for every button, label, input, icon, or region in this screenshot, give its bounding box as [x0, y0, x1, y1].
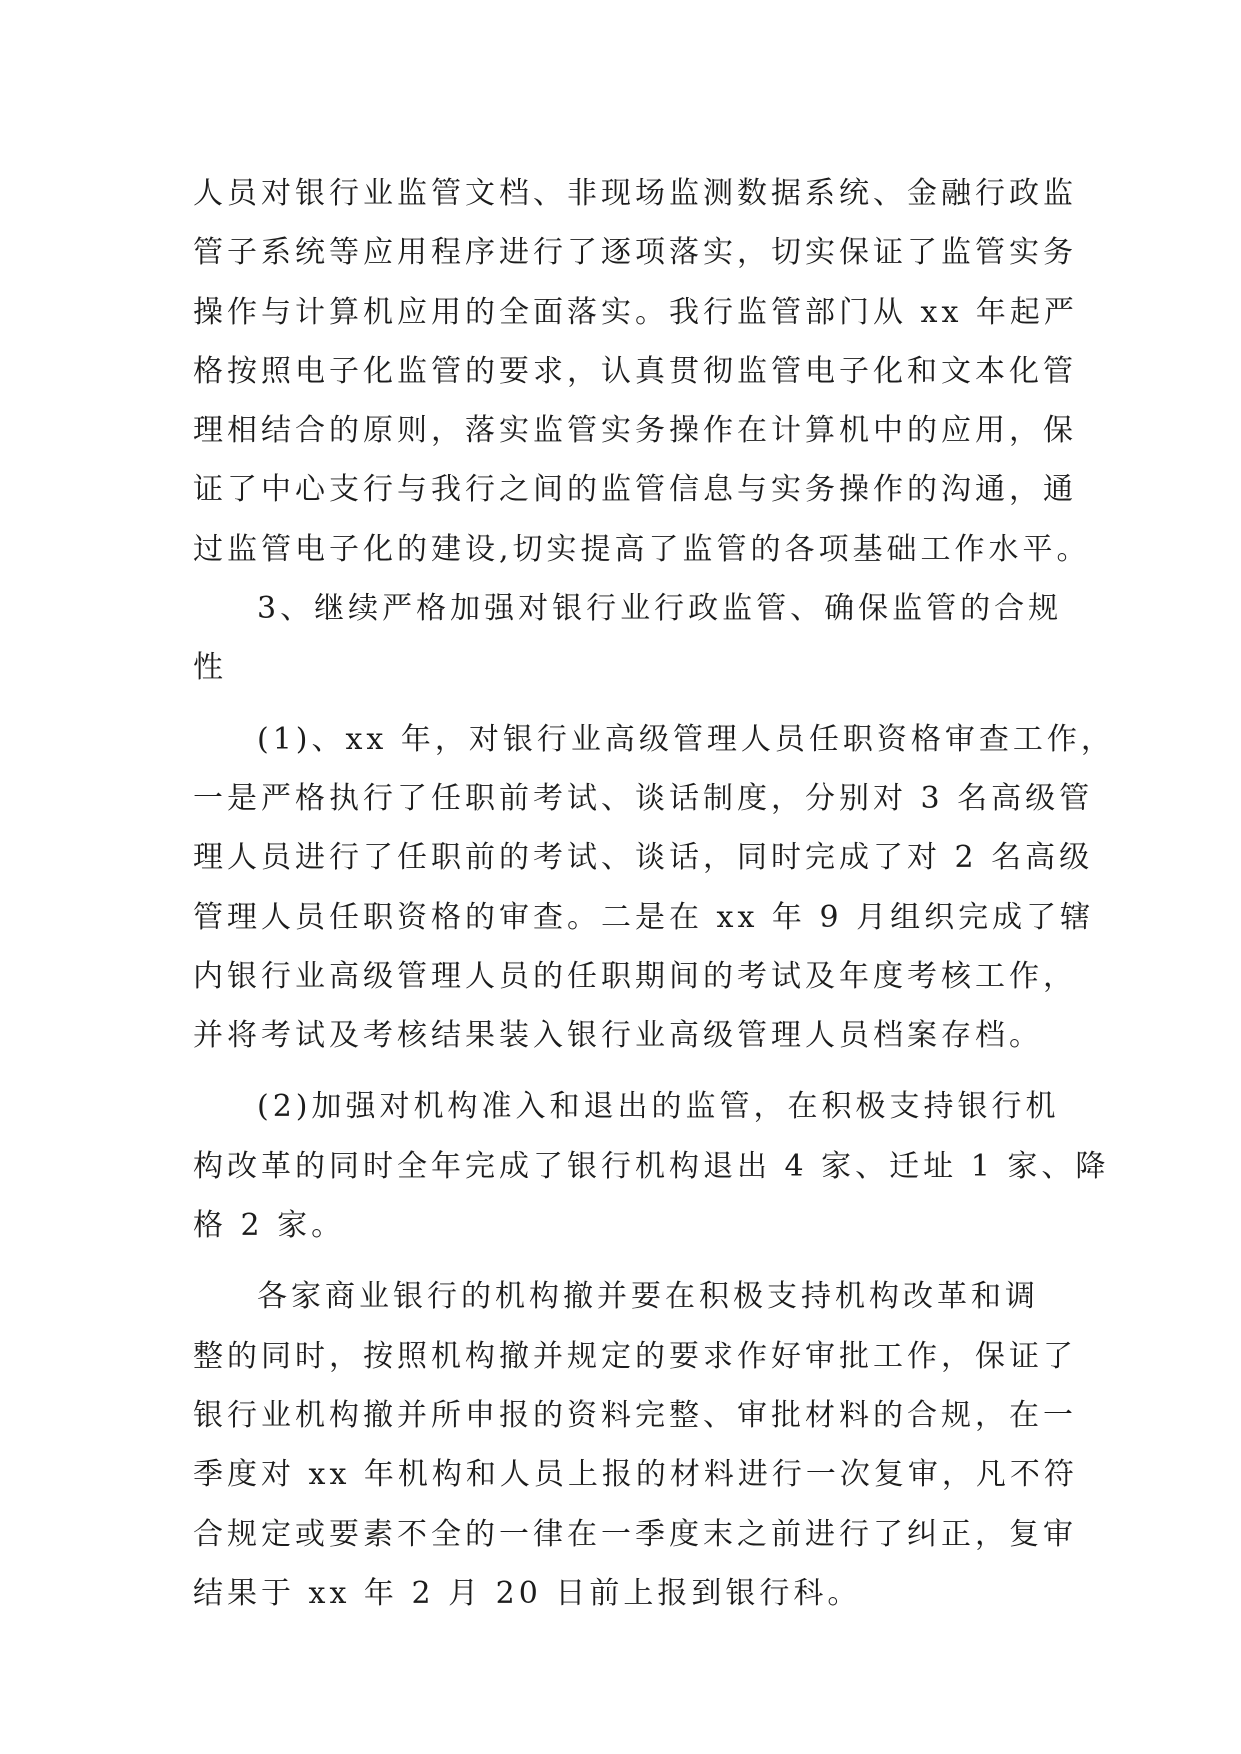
- text-line: 管子系统等应用程序进行了逐项落实，切实保证了监管实务: [193, 235, 1077, 271]
- text-line: 过监管电子化的建设,切实提高了监管的各项基础工作水平。: [193, 531, 1091, 567]
- paragraph-bank-merger: [193, 1267, 1078, 1623]
- text-line: 合规定或要素不全的一律在一季度末之前进行了纠正，复审: [193, 1516, 1077, 1552]
- text-line: 人员对银行业监管文档、非现场监测数据系统、金融行政监: [193, 176, 1077, 211]
- text-line: 管理人员任职资格的审查。二是在 xx 年 9 月组织完成了辖: [193, 899, 1095, 935]
- text-line: 证了中心支行与我行之间的监管信息与实务操作的沟通，通: [193, 472, 1077, 508]
- text-line: 操作与计算机应用的全面落实。我行监管部门从 xx 年起严: [193, 294, 1078, 330]
- paragraph-item-2: [193, 1077, 1110, 1255]
- paragraph-item-1: [193, 710, 1115, 1066]
- text-line: (2)加强对机构准入和退出的监管，在积极支持银行机: [257, 1089, 1060, 1125]
- text-line: 并将考试及考核结果装入银行业高级管理人员档案存档。: [193, 1018, 1043, 1054]
- text-line: 构改革的同时全年完成了银行机构退出 4 家、迁址 1 家、降: [193, 1148, 1110, 1184]
- text-line: 季度对 xx 年机构和人员上报的材料进行一次复审，凡不符: [193, 1457, 1078, 1493]
- section-heading-3: [193, 579, 1063, 698]
- text-line: 理人员进行了任职前的考试、谈话，同时完成了对 2 名高级: [193, 840, 1094, 876]
- text-line: 格 2 家。: [193, 1208, 346, 1244]
- text-line: 一是严格执行了任职前考试、谈话制度，分别对 3 名高级管: [193, 780, 1094, 816]
- heading-line: 性: [193, 650, 227, 686]
- document-body: [193, 164, 1115, 1623]
- text-line: 各家商业银行的机构撤并要在积极支持机构改革和调: [257, 1279, 1039, 1315]
- text-line: 银行业机构撤并所申报的资料完整、审批材料的合规，在一: [193, 1397, 1077, 1433]
- text-line: 内银行业高级管理人员的任职期间的考试及年度考核工作，: [193, 958, 1077, 994]
- paragraph-electronic-supervision: [193, 164, 1091, 579]
- text-line: 理相结合的原则，落实监管实务操作在计算机中的应用，保: [193, 413, 1077, 449]
- text-line: 结果于 xx 年 2 月 20 日前上报到银行科。: [193, 1575, 862, 1611]
- text-line: 格按照电子化监管的要求，认真贯彻监管电子化和文本化管: [193, 353, 1077, 389]
- text-line: 整的同时，按照机构撤并规定的要求作好审批工作，保证了: [193, 1338, 1077, 1374]
- heading-line: 3、继续严格加强对银行业行政监管、确保监管的合规: [257, 591, 1063, 627]
- text-line: (1)、xx 年，对银行业高级管理人员任职资格审查工作，: [257, 721, 1115, 757]
